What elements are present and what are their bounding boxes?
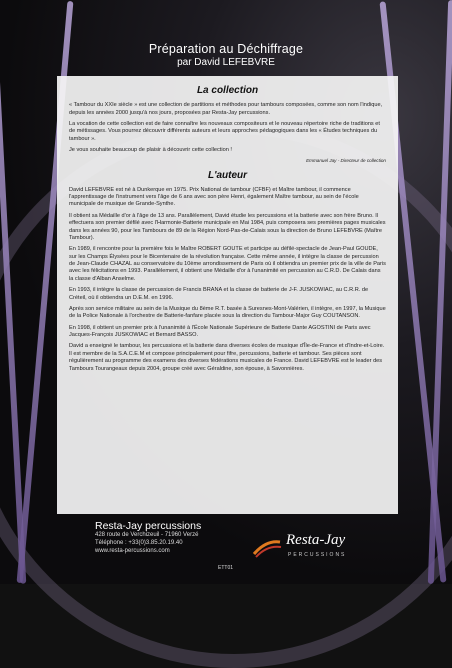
logo-swoosh-icon <box>252 536 282 558</box>
catalog-code: ETT01 <box>218 565 234 571</box>
auteur-paragraph: David a enseigné le tambour, les percussions et la batterie dans diverses écoles de musique d'Île-de-France et d'Indre-et-Loire. Il est membre de la S.A.C.E.M et compose principalement pour fifre, percussions, batterie et tambour. Ses pièces sont régulièrement au programme des examens des diverses fédérations musicales de France. David LEFEBVRE est le leader des Tambours Tourangeaux depuis 2004, groupe créé avec Géraldine, son épouse, à Savonnières. <box>69 343 385 372</box>
auteur-paragraph: En 1989, il rencontre pour la première fois le Maître ROBERT GOUTE et participe au défilé-spectacle de Jean-Paul GOUDE, sur les Champs Élysées pour le Bicentenaire de la révolution française. Cette même année, il intègre la classe de percussion de Jean-Claude CHAZAL au conservatoire du 10ème arrondissement de Paris où il obtiendra un premier prix de la ville de Paris avec les félicitations en 1993. Parallèlement, il obtient une Médaille d'or à l'unanimité en percussion au C.R.D. De Calais dans la classe d'Alban Anselme. <box>69 246 386 282</box>
logo-subtitle: PERCUSSIONS <box>288 552 347 558</box>
auteur-paragraph: En 1993, il intègre la classe de percussion de Francis BRANA et la classe de batterie de J-F. JUSKOWIAC, au C.R.R. de Créteil, où il obtiendra un D.E.M. en 1996. <box>69 287 369 301</box>
content-panel <box>57 76 398 514</box>
footer-website-link[interactable]: www.resta-percussions.com <box>95 547 170 554</box>
page-title: Préparation au Déchiffrage <box>148 42 304 56</box>
auteur-paragraph: Il obtient sa Médaille d'or à l'âge de 13 ans. Parallèlement, David étudie les percussions et la batterie avec son frère Bruno. Il effectuera son premier défilé avec l'Harmonie-Batterie municipale en Mai 1984, puis composera ses premières pages musicales dans les années 90, pour les Tambours de 89 de la Région Nord-Pas-de-Calais sous la direction de Bruno LEFEBVRE (Maître Tambour). <box>69 212 386 241</box>
footer-address: 428 route de Verchizeuil - 71960 Verzé <box>95 532 199 538</box>
collection-paragraph: Je vous souhaite beaucoup de plaisir à découvrir cette collection ! <box>69 147 232 154</box>
page-subtitle: par David LEFEBVRE <box>177 57 275 68</box>
auteur-paragraph: Après son service militaire au sein de la Musique du 8ème R.T. basée à Suresnes-Mont-Valérien, il intègre, en 1997, la Musique de la Police Nationale à l'orchestre de Batterie-fanfare placée sous la direction du Tambour-Major Guy COUTANSON. <box>69 305 386 320</box>
collection-signature: Emmanuel Jay - Directeur de collection <box>306 158 386 164</box>
auteur-paragraph: David LEFEBVRE est né à Dunkerque en 1975. Prix National de tambour (CFBF) et Maître tambour, il commence l'apprentissage de l'instrument vers l'âge de 6 ans avec son père Henri, également Maître tambour, au sein de l'école municipale de musique de Grande-Synthe. <box>69 186 359 208</box>
footer-contact <box>95 520 201 555</box>
page-header <box>0 42 452 68</box>
resta-jay-logo <box>252 530 382 564</box>
logo-name: Resta-Jay <box>286 532 346 548</box>
footer-company: Resta-Jay percussions <box>95 520 202 532</box>
auteur-paragraph: En 1998, il obtient un premier prix à l'unanimité à l'École Nationale Supérieure de Batterie Dante AGOSTINI de Paris avec Jacques-François JUSKOWIAC et Bernard BASSO. <box>69 324 371 339</box>
footer-phone: Téléphone : +33(0)3.85.20.19.40 <box>95 539 183 546</box>
collection-paragraph: « Tambour du XXIe siècle » est une collection de partitions et méthodes pour tambours composées, comme son nom l'indique, depuis les années 2000 jusqu'à nos jours, proposées par Resta-Jay percussions. <box>69 102 383 116</box>
collection-heading: La collection <box>196 85 259 96</box>
collection-paragraph: La vocation de cette collection est de faire connaître les nouveaux compositeurs et le nouveau répertoire riche de traditions et de métissages. Vous pourrez découvrir différents auteurs et leurs approches pédagogiques dans les « Études techniques du tambour ». <box>69 120 380 142</box>
auteur-heading: L'auteur <box>207 169 248 181</box>
